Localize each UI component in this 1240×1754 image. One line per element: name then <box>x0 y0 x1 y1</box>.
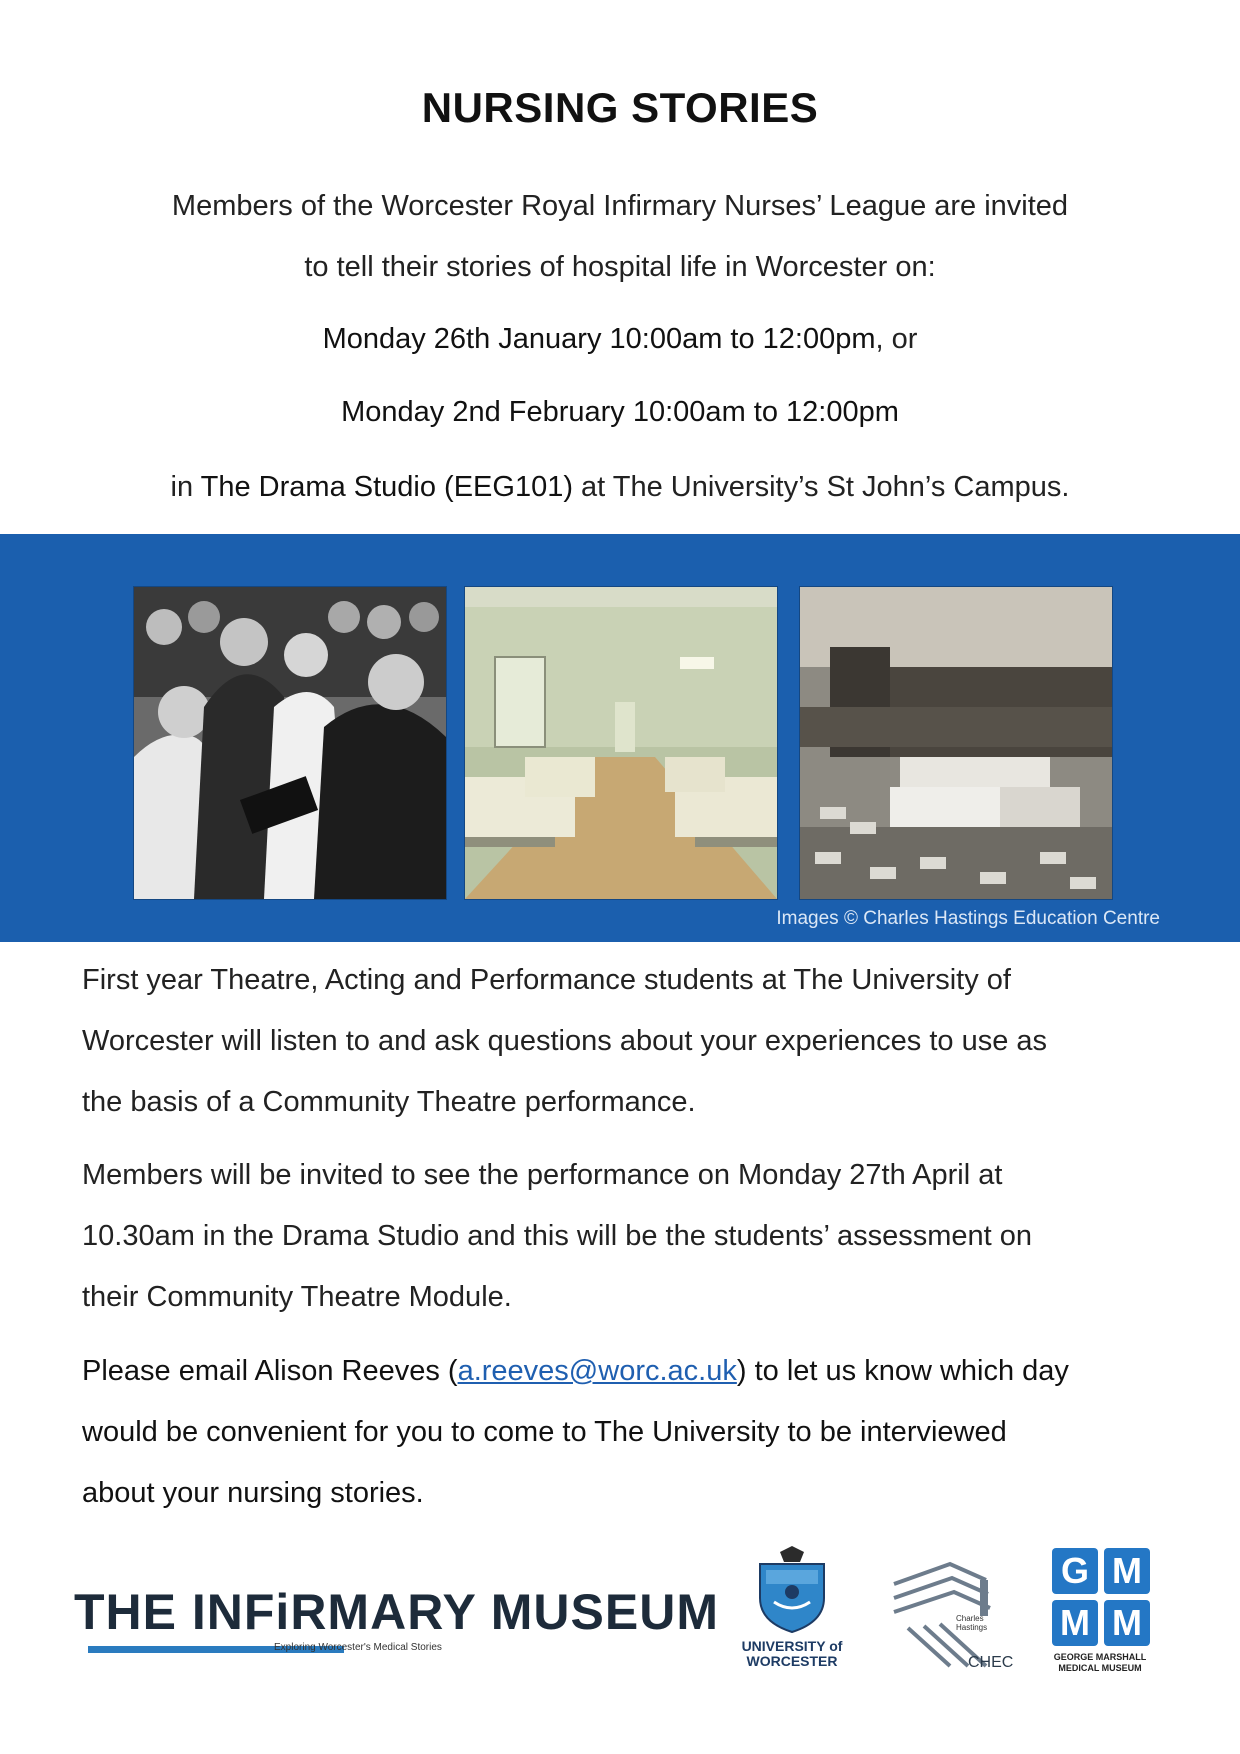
page-title: NURSING STORIES <box>421 84 819 131</box>
gmmm-line-2: MEDICAL MUSEUM <box>1058 1663 1142 1673</box>
uow-line-1: UNIVERSITY of <box>741 1638 843 1654</box>
gmmm-letter-1: G <box>1052 1548 1098 1594</box>
venue-suffix: at The University’s St John’s Campus. <box>572 471 1070 503</box>
museum-tagline: Exploring Worcester's Medical Stories <box>274 1642 442 1653</box>
gmmm-letter-3: M <box>1052 1600 1098 1646</box>
paragraph-2 <box>82 1145 1162 1328</box>
paragraph-1-line-2: Worcester will listen to and ask questions about your experiences to use as <box>82 1025 1048 1057</box>
paragraph-3-line-3: about your nursing stories. <box>82 1477 424 1509</box>
chec-name: Charles Hastings <box>956 1614 988 1632</box>
paragraph-2-line-2: 10.30am in the Drama Studio and this will be the students’ assessment on <box>82 1220 1033 1252</box>
paragraph-1-line-3: the basis of a Community Theatre performance. <box>82 1086 696 1118</box>
gmmm-letter-4: M <box>1104 1600 1150 1646</box>
venue-prefix: in <box>170 471 201 503</box>
session-date-1-text: Monday 26th January 10:00am to 12:00pm <box>322 323 876 355</box>
paragraph-3-suffix: ) to let us know which day <box>736 1355 1069 1387</box>
uow-line-2: WORCESTER <box>746 1653 838 1669</box>
session-date-2-text: Monday 2nd February 10:00am to 12:00pm <box>341 396 899 428</box>
photo-nurses-ceremony <box>133 586 447 900</box>
gmmm-line-1: GEORGE MARSHALL <box>1053 1652 1147 1662</box>
intro-line-2: to tell their stories of hospital life in Worcester on: <box>304 251 936 283</box>
paragraph-1 <box>82 950 1162 1133</box>
email-link[interactable]: a.reeves@worc.ac.uk <box>457 1355 737 1387</box>
shield-icon <box>752 1546 832 1634</box>
gmmm-letter-2: M <box>1104 1548 1150 1594</box>
paragraph-3-line-1 <box>82 1341 1162 1402</box>
george-marshall-museum-logo <box>1050 1548 1150 1683</box>
paragraph-3 <box>82 1341 1162 1524</box>
paragraph-3-line-2: would be convenient for you to come to The University to be interviewed <box>82 1416 1007 1448</box>
venue-name: The Drama Studio (EEG101) <box>200 471 573 503</box>
paragraph-3-prefix: Please email Alison Reeves ( <box>82 1355 458 1387</box>
museum-name: THE INFiRMARY MUSEUM <box>74 1584 719 1640</box>
session-date-1 <box>0 323 1240 356</box>
photo-infirmary-buildings <box>799 586 1113 900</box>
venue-line <box>0 471 1240 504</box>
gmmm-letter-grid <box>1052 1548 1150 1646</box>
image-band <box>0 534 1240 942</box>
session-date-2 <box>0 396 1240 429</box>
photo-hospital-ward <box>464 586 778 900</box>
paragraph-1-line-1: First year Theatre, Acting and Performance students at The University of <box>82 964 1011 996</box>
chec-abbr: CHEC <box>968 1654 1014 1671</box>
paragraph-2-line-1: Members will be invited to see the performance on Monday 27th April at <box>82 1159 1003 1191</box>
paragraph-2-line-3: their Community Theatre Module. <box>82 1281 512 1313</box>
infirmary-museum-logo <box>74 1584 719 1658</box>
intro-line-1: Members of the Worcester Royal Infirmary Nurses’ League are invited <box>171 190 1069 222</box>
university-of-worcester-logo <box>736 1546 848 1676</box>
session-date-1-suffix: , or <box>875 323 918 355</box>
chec-logo <box>890 1550 1020 1680</box>
image-credit: Images © Charles Hastings Education Centre <box>776 908 1160 929</box>
